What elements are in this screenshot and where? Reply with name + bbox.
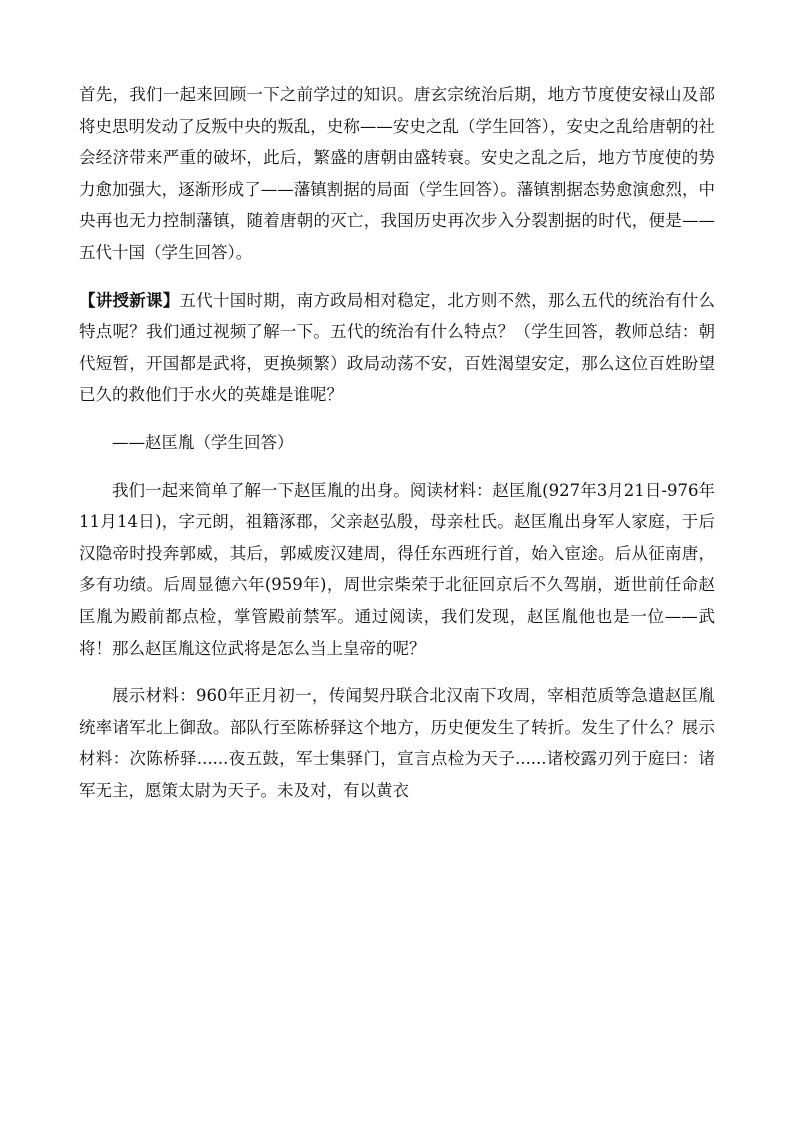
new-lesson-text: 五代十国时期，南方政局相对稳定，北方则不然，那么五代的统治有什么特点呢？我们通过视频了解一下。五代的统治有什么特点？（学生回答，教师总结：朝代短暂，开国都是武将，更换频繁）政局动荡不安，百姓渴望安定，那么这位百姓盼望已久的救他们于水火的英雄是谁呢？ bbox=[79, 290, 716, 405]
paragraph-answer: ——赵匡胤（学生回答） bbox=[112, 432, 294, 452]
paragraph-material: 展示材料：960年正月初一，传闻契丹联合北汉南下攻周，宰相范质等急遣赵匡胤统率诸军北上御敌。部队行至陈桥驿这个地方，历史便发生了转折。发生了什么？展示材料：次陈桥驿......夜五鼓，军士集驿门，宣言点检为天子......诸校露刃列于庭曰：诸军无主，愿策太尉为天子。未及对，有以黄衣 bbox=[79, 686, 715, 800]
new-lesson-tag: 【讲授新课】 bbox=[79, 290, 180, 310]
paragraph-background: 我们一起来简单了解一下赵匡胤的出身。阅读材料：赵匡胤(927年3月21日-976年11月14日)，字元朗，祖籍涿郡，父亲赵弘殷，母亲杜氏。赵匡胤出身军人家庭，于后汉隐帝时投奔郭威，其后，郭威废汉建周，得任东西班行首，始入宦途。后从征南唐，多有功绩。后周显德六年(959年)，周世宗柴荣于北征回京后不久驾崩，逝世前任命赵匡胤为殿前都点检，掌管殿前禁军。通过阅读，我们发现，赵匡胤他也是一位——武将！那么赵匡胤这位武将是怎么当上皇帝的呢？ bbox=[79, 480, 715, 658]
paragraph-new-lesson bbox=[79, 285, 715, 411]
paragraph-review: 首先，我们一起来回顾一下之前学过的知识。唐玄宗统治后期，地方节度使安禄山及部将史思明发动了反叛中央的叛乱，史称——安史之乱（学生回答），安史之乱给唐朝的社会经济带来严重的破坏，此后，繁盛的唐朝由盛转衰。安史之乱之后，地方节度使的势力愈加强大，逐渐形成了——藩镇割据的局面（学生回答）。藩镇割据态势愈演愈烈，中央再也无力控制藩镇，随着唐朝的灭亡，我国历史再次步入分裂割据的时代，便是——五代十国（学生回答）。 bbox=[79, 85, 715, 262]
